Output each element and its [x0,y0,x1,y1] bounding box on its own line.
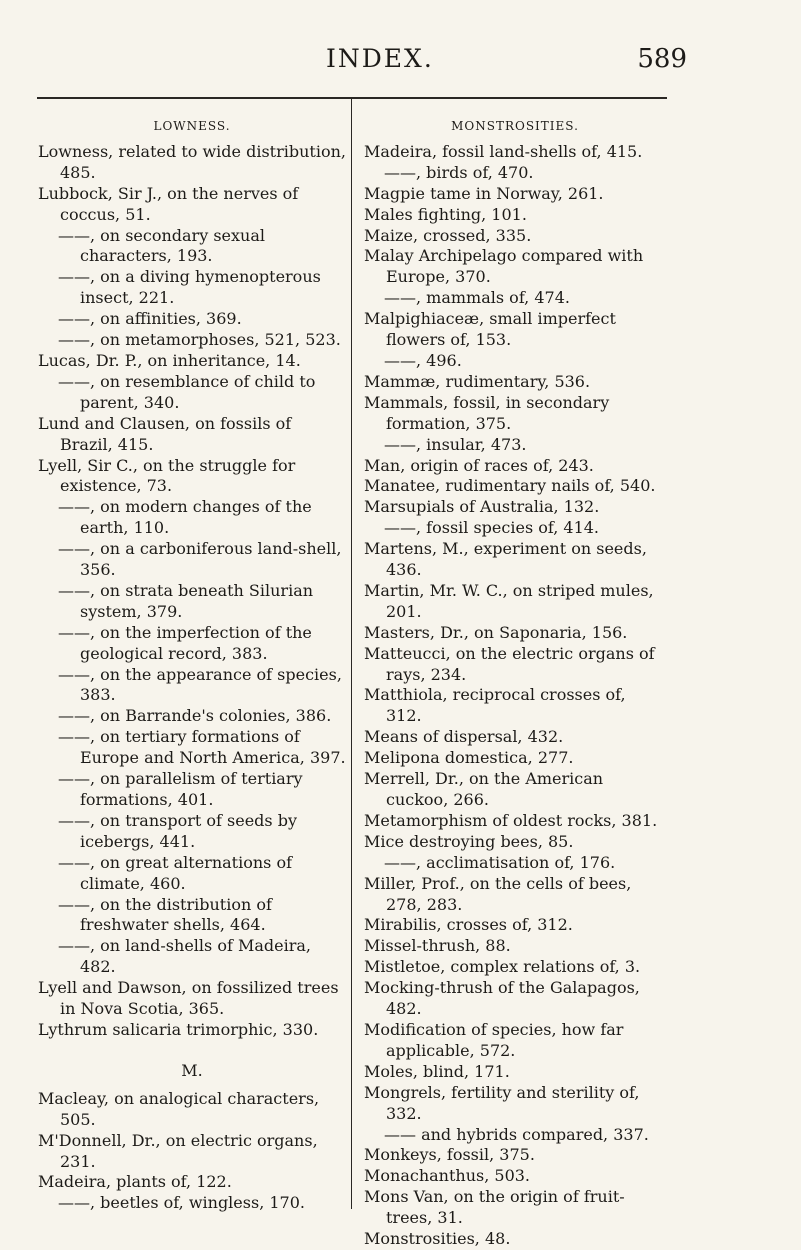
index-entry: Lythrum salicaria trimorphic, 330. [38,1019,319,1039]
index-entry: Moles, blind, 171. [364,1061,510,1081]
index-entry: Mistletoe, complex relations of, 3. [364,957,641,977]
left-column-heading: LOWNESS. [153,119,231,133]
index-entry: Mammæ, rudimentary, 536. [364,371,591,391]
index-subentry: ——, on modern changes of the earth, 110. [58,497,312,538]
index-entry: Males fighting, 101. [364,204,527,224]
index-subentry: ——, birds of, 470. [384,162,534,182]
page-number: 589 [637,44,687,74]
index-entry: Magpie tame in Norway, 261. [364,183,604,203]
index-entry: Means of dispersal, 432. [364,727,564,747]
index-entry: Martens, M., experiment on seeds, 436. [364,539,647,580]
index-entry: Manatee, rudimentary nails of, 540. [364,476,656,496]
index-subentry: ——, on the appearance of species, 383. [58,664,342,705]
index-subentry: ——, on tertiary formations of Europe and North America, 397. [58,727,346,768]
index-entry: Maize, crossed, 335. [364,225,532,245]
index-subentry: ——, on metamorphoses, 521, 523. [58,330,341,350]
page-header [0,44,801,84]
index-subentry: ——, beetles of, wingless, 170. [58,1193,305,1213]
index-entry: Lyell and Dawson, on fossilized trees in Nova Scotia, 365. [38,978,339,1019]
index-entry: Madeira, fossil land-shells of, 415. [364,141,643,161]
index-entry: Mocking-thrush of the Galapagos, 482. [364,978,640,1019]
column-divider [351,99,352,1209]
left-entries-m [38,1089,346,1214]
page-title: INDEX. [326,44,434,73]
index-entry: Man, origin of races of, 243. [364,455,594,475]
index-entry: Mammals, fossil, in secondary formation, 375. [364,392,610,433]
index-entry: Mons Van, on the origin of fruit-trees, 31. [364,1187,625,1228]
index-entry: Lucas, Dr. P., on inheritance, 14. [38,350,301,370]
index-subentry: ——, insular, 473. [384,434,527,454]
index-subentry: ——, on secondary sexual characters, 193. [58,225,265,266]
index-entry: Lyell, Sir C., on the struggle for existence, 73. [38,455,296,496]
index-subentry: ——, on a diving hymenopterous insect, 221. [58,267,321,308]
index-entry: Mirabilis, crosses of, 312. [364,915,573,935]
index-entry: Mongrels, fertility and sterility of, 332. [364,1082,640,1123]
index-subentry: ——, on a carboniferous land-shell, 356. [58,539,342,580]
right-entries [364,142,666,1250]
index-subentry: ——, on resemblance of child to parent, 340. [58,371,316,412]
index-entry: Lowness, related to wide distribution, 485. [38,141,346,182]
index-subentry: ——, on strata beneath Silurian system, 379. [58,580,314,621]
index-subentry: ——, on the imperfection of the geological record, 383. [58,622,312,663]
index-entry: Malay Archipelago compared with Europe, 370. [364,246,644,287]
index-subentry: —— and hybrids compared, 337. [384,1124,649,1144]
index-entry: Miller, Prof., on the cells of bees, 278, 283. [364,873,632,914]
left-entries [38,142,346,1041]
index-subentry: ——, fossil species of, 414. [384,518,600,538]
header-rule [37,97,667,99]
index-entry: Lubbock, Sir J., on the nerves of coccus, 51. [38,183,299,224]
right-column [364,116,666,1250]
index-entry: Merrell, Dr., on the American cuckoo, 266. [364,769,604,809]
index-entry: Mice destroying bees, 85. [364,831,574,851]
section-letter: M. [181,1060,203,1080]
index-entry: Metamorphism of oldest rocks, 381. [364,810,658,830]
index-entry: Modification of species, how far applicable, 572. [364,1019,624,1060]
index-entry: Masters, Dr., on Saponaria, 156. [364,622,628,642]
index-entry: Monkeys, fossil, 375. [364,1145,535,1165]
index-subentry: ——, mammals of, 474. [384,288,570,308]
index-entry: Madeira, plants of, 122. [38,1172,232,1192]
index-entry: M'Donnell, Dr., on electric organs, 231. [38,1130,318,1171]
index-subentry: ——, on affinities, 369. [58,309,242,329]
index-entry: Marsupials of Australia, 132. [364,497,600,517]
index-entry: Melipona domestica, 277. [364,748,574,768]
index-subentry: ——, acclimatisation of, 176. [384,852,616,872]
index-subentry: ——, on Barrande's colonies, 386. [58,706,332,726]
index-entry: Matteucci, on the electric organs of rays, 234. [364,643,655,684]
index-entry: Martin, Mr. W. C., on striped mules, 201. [364,580,654,621]
index-entry: Malpighiaceæ, small imperfect flowers of, 153. [364,309,616,350]
index-entry: Missel-thrush, 88. [364,936,511,956]
left-column [38,116,346,1214]
index-entry: Lund and Clausen, on fossils of Brazil, 415. [38,413,292,454]
index-subentry: ——, on transport of seeds by icebergs, 441. [58,810,297,851]
index-subentry: ——, on parallelism of tertiary formations, 401. [58,769,303,809]
index-entry: Monachanthus, 503. [364,1166,531,1186]
right-column-heading: MONSTROSITIES. [451,119,579,133]
index-entry: Monstrosities, 48. [364,1229,511,1249]
index-subentry: ——, 496. [384,350,462,370]
index-subentry: ——, on great alternations of climate, 460. [58,852,292,893]
index-entry: Matthiola, reciprocal crosses of, 312. [364,685,626,726]
index-subentry: ——, on land-shells of Madeira, 482. [58,936,311,977]
index-entry: Macleay, on analogical characters, 505. [38,1088,320,1129]
index-subentry: ——, on the distribution of freshwater shells, 464. [58,894,272,935]
